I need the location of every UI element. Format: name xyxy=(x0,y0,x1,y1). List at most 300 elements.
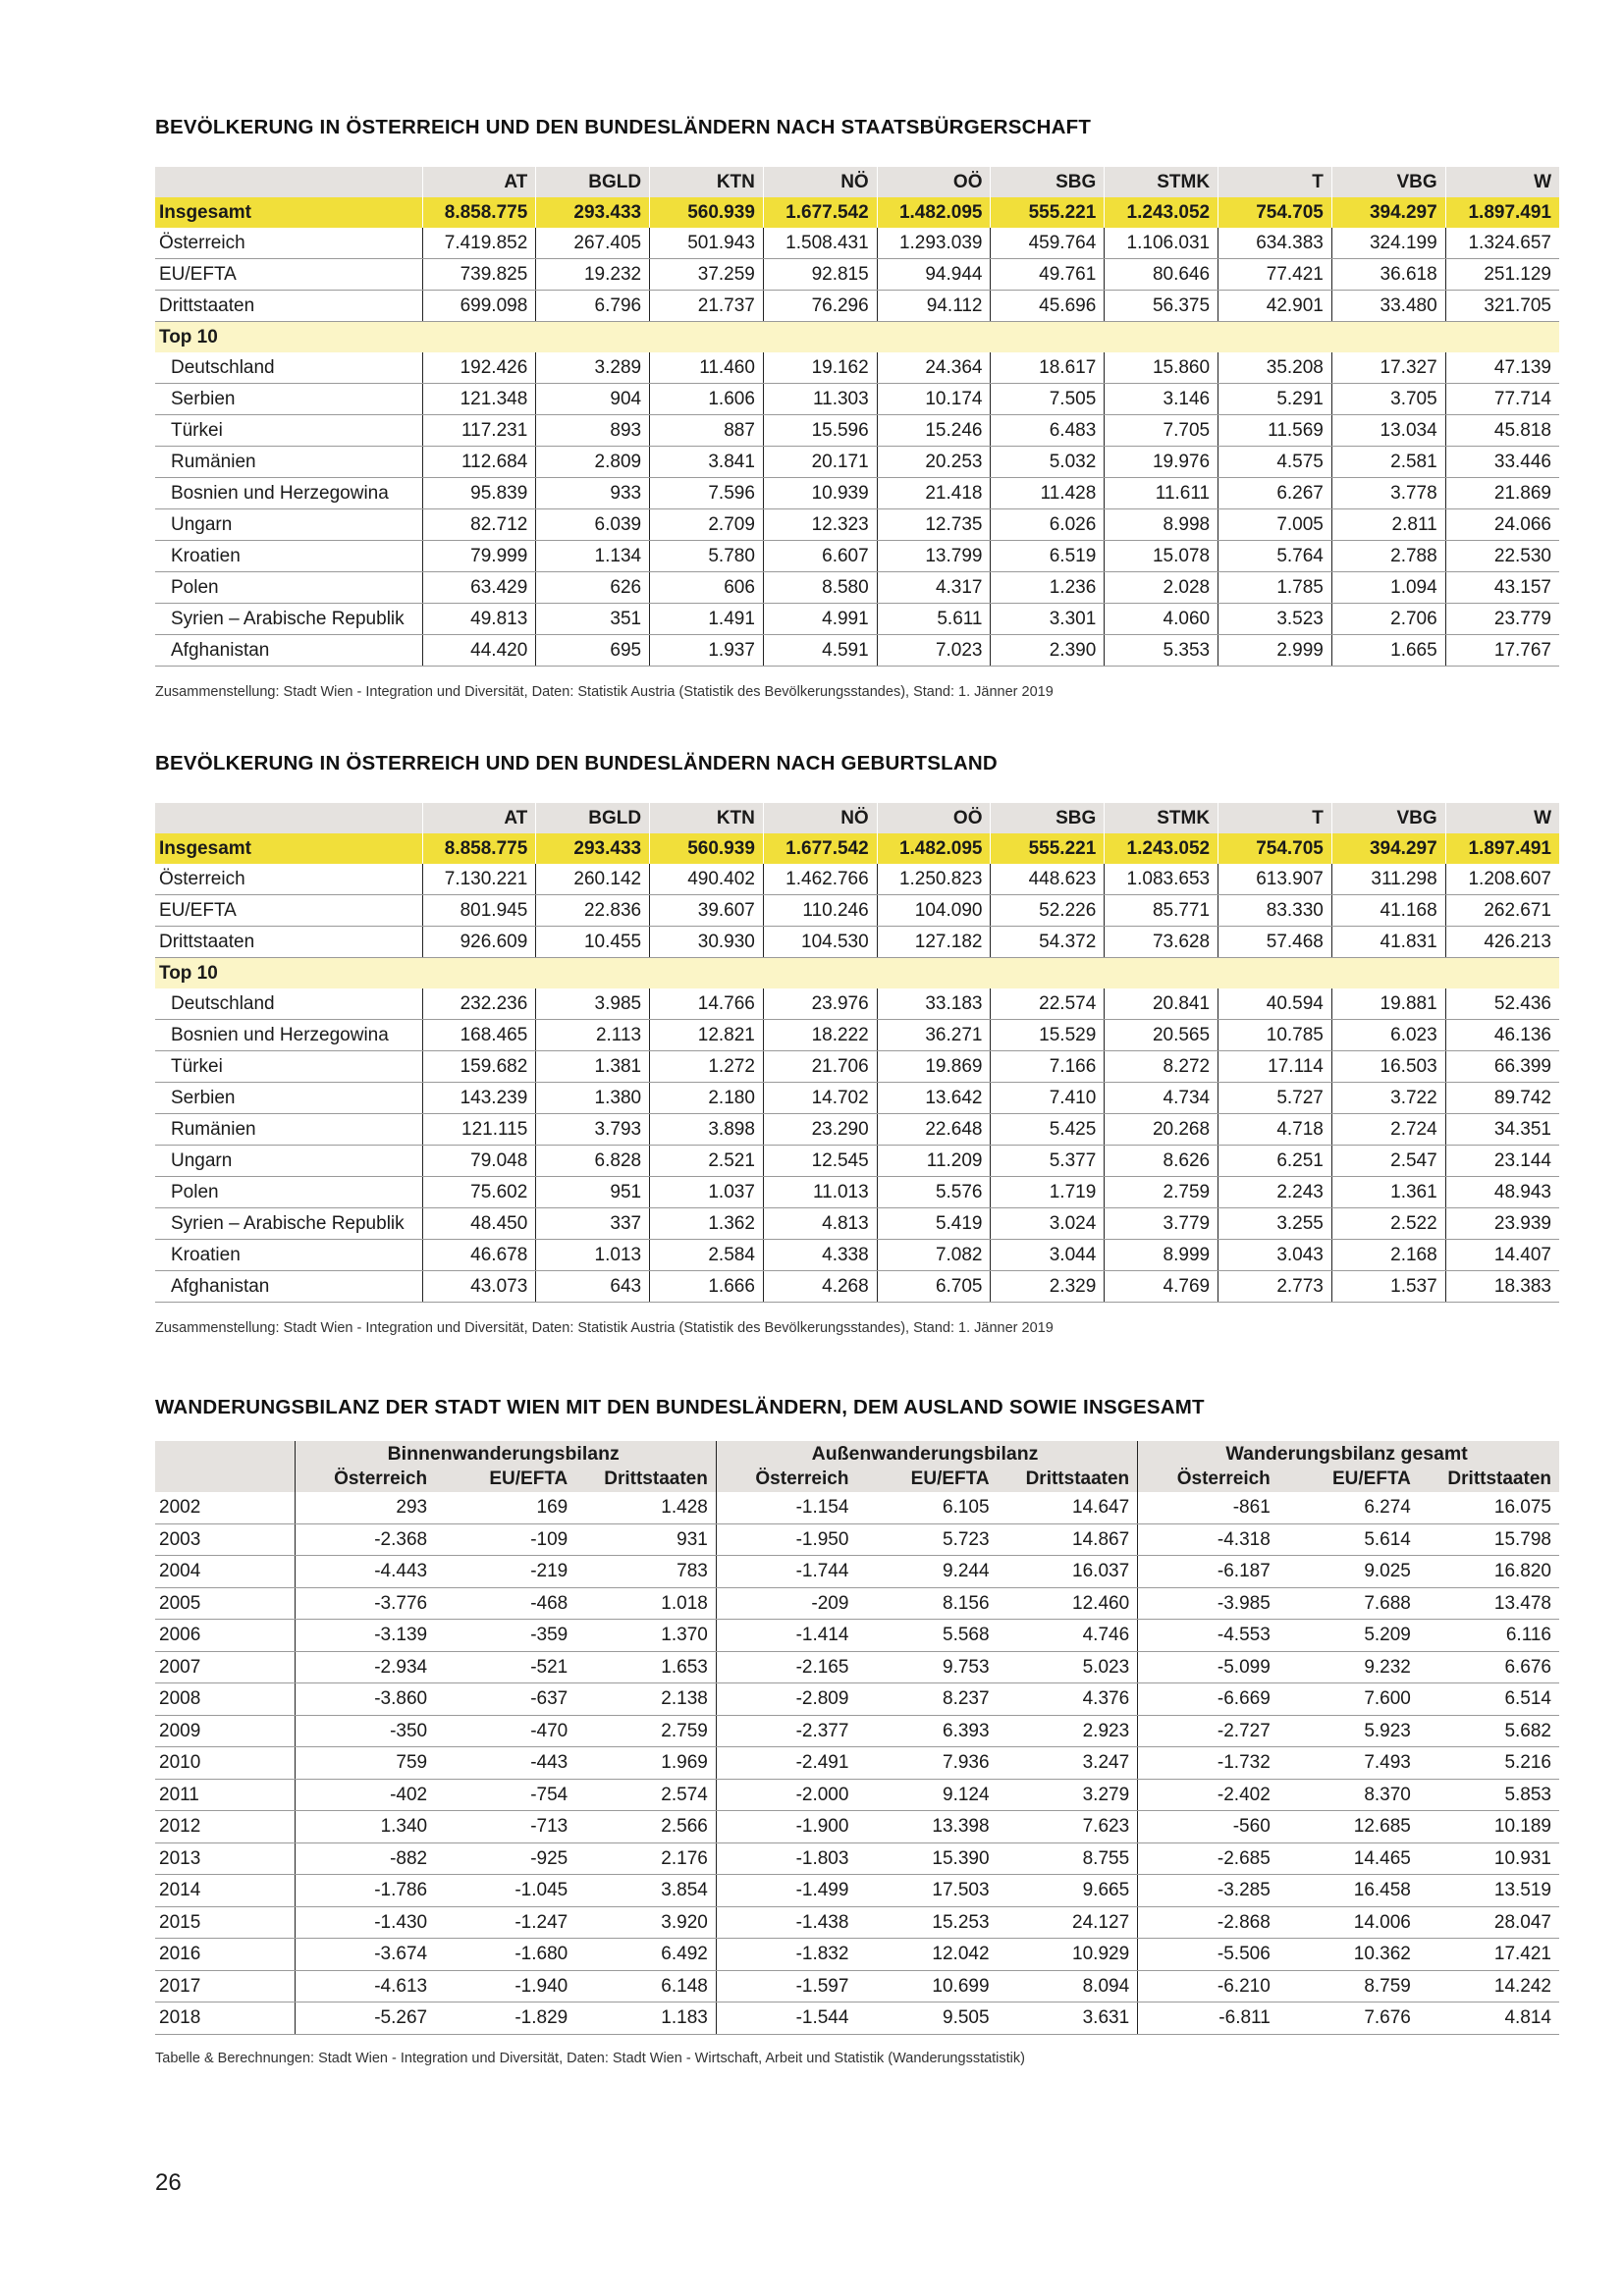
empty-cell xyxy=(877,322,991,353)
cell-value: 43.073 xyxy=(422,1271,536,1303)
cell-value: 127.182 xyxy=(877,927,991,958)
cell-value: 17.421 xyxy=(1419,1939,1559,1971)
total-row xyxy=(155,197,1559,228)
cell-value: 5.419 xyxy=(877,1208,991,1240)
cell-value: -3.985 xyxy=(1138,1587,1278,1620)
row-label: Drittstaaten xyxy=(155,291,422,322)
year-label: 2014 xyxy=(155,1875,295,1907)
cell-value: 2.581 xyxy=(1331,447,1445,478)
year-label: 2002 xyxy=(155,1492,295,1523)
cell-value: 33.446 xyxy=(1445,447,1559,478)
cell-value: -209 xyxy=(716,1587,856,1620)
cell-value: 13.034 xyxy=(1331,415,1445,447)
cell-value: 36.618 xyxy=(1331,259,1445,291)
cell-value: 12.685 xyxy=(1278,1811,1419,1843)
cell-value: 21.869 xyxy=(1445,478,1559,509)
country-label: Bosnien und Herzegowina xyxy=(155,478,422,509)
cell-value: 293.433 xyxy=(536,197,650,228)
cell-value: 77.714 xyxy=(1445,384,1559,415)
cell-value: -2.727 xyxy=(1138,1715,1278,1747)
cell-value: 1.340 xyxy=(295,1811,435,1843)
cell-value: -713 xyxy=(435,1811,575,1843)
cell-value: 11.303 xyxy=(763,384,877,415)
table-wanderungsbilanz xyxy=(155,1441,1559,2035)
top10-label: Top 10 xyxy=(155,958,422,989)
cell-value: 1.362 xyxy=(650,1208,764,1240)
cell-value: 1.381 xyxy=(536,1051,650,1083)
table-row xyxy=(155,1271,1559,1303)
table2-col-sbg: SBG xyxy=(991,803,1105,833)
empty-cell xyxy=(1445,322,1559,353)
cell-value: 11.013 xyxy=(763,1177,877,1208)
cell-value: 19.881 xyxy=(1331,988,1445,1020)
cell-value: 8.998 xyxy=(1105,509,1218,541)
cell-value: 8.755 xyxy=(998,1842,1138,1875)
cell-value: 14.465 xyxy=(1278,1842,1419,1875)
cell-value: 759 xyxy=(295,1747,435,1780)
cell-value: 5.764 xyxy=(1218,541,1332,572)
cell-value: 1.272 xyxy=(650,1051,764,1083)
cell-value: 3.920 xyxy=(575,1906,716,1939)
cell-value: -521 xyxy=(435,1651,575,1683)
cell-value: -1.045 xyxy=(435,1875,575,1907)
cell-value: 24.364 xyxy=(877,352,991,384)
table-row xyxy=(155,415,1559,447)
cell-value: 13.642 xyxy=(877,1083,991,1114)
cell-value: 2.138 xyxy=(575,1683,716,1716)
cell-value: 3.247 xyxy=(998,1747,1138,1780)
cell-value: 606 xyxy=(650,572,764,604)
cell-value: 1.106.031 xyxy=(1105,228,1218,259)
table-row xyxy=(155,447,1559,478)
cell-value: 14.242 xyxy=(1419,1970,1559,2002)
cell-value: -2.685 xyxy=(1138,1842,1278,1875)
cell-value: -2.868 xyxy=(1138,1906,1278,1939)
year-label: 2015 xyxy=(155,1906,295,1939)
table3-sub-euefta: EU/EFTA xyxy=(435,1467,575,1492)
cell-value: -443 xyxy=(435,1747,575,1780)
cell-value: 22.574 xyxy=(991,988,1105,1020)
table-row xyxy=(155,2002,1559,2035)
cell-value: 490.402 xyxy=(650,864,764,895)
cell-value: 3.778 xyxy=(1331,478,1445,509)
cell-value: -754 xyxy=(435,1779,575,1811)
cell-value: -2.377 xyxy=(716,1715,856,1747)
year-label: 2018 xyxy=(155,2002,295,2035)
cell-value: 80.646 xyxy=(1105,259,1218,291)
empty-cell xyxy=(991,322,1105,353)
cell-value: 3.705 xyxy=(1331,384,1445,415)
cell-value: 36.271 xyxy=(877,1020,991,1051)
cell-value: 1.491 xyxy=(650,604,764,635)
cell-value: 54.372 xyxy=(991,927,1105,958)
empty-cell xyxy=(1218,322,1332,353)
cell-value: 10.189 xyxy=(1419,1811,1559,1843)
cell-value: 2.521 xyxy=(650,1146,764,1177)
cell-value: 21.737 xyxy=(650,291,764,322)
cell-value: 94.944 xyxy=(877,259,991,291)
cell-value: 1.324.657 xyxy=(1445,228,1559,259)
cell-value: 7.688 xyxy=(1278,1587,1419,1620)
cell-value: 42.901 xyxy=(1218,291,1332,322)
cell-value: 33.183 xyxy=(877,988,991,1020)
table3-title: WANDERUNGSBILANZ DER STADT WIEN MIT DEN BUNDESLÄNDERN, DEM AUSLAND SOWIE INSGESAMT xyxy=(155,1396,1205,1418)
table-row xyxy=(155,1620,1559,1652)
cell-value: 6.023 xyxy=(1331,1020,1445,1051)
empty-cell xyxy=(536,958,650,989)
cell-value: 46.678 xyxy=(422,1240,536,1271)
cell-value: 1.361 xyxy=(1331,1177,1445,1208)
cell-value: 46.136 xyxy=(1445,1020,1559,1051)
cell-value: 933 xyxy=(536,478,650,509)
cell-value: 79.048 xyxy=(422,1146,536,1177)
cell-value: -359 xyxy=(435,1620,575,1652)
cell-value: 95.839 xyxy=(422,478,536,509)
country-label: Ungarn xyxy=(155,509,422,541)
cell-value: 904 xyxy=(536,384,650,415)
cell-value: -1.544 xyxy=(716,2002,856,2035)
country-label: Rumänien xyxy=(155,447,422,478)
cell-value: 1.018 xyxy=(575,1587,716,1620)
cell-value: 4.591 xyxy=(763,635,877,667)
cell-value: 43.157 xyxy=(1445,572,1559,604)
country-label: Ungarn xyxy=(155,1146,422,1177)
table-row xyxy=(155,1842,1559,1875)
cell-value: 6.607 xyxy=(763,541,877,572)
cell-value: 12.042 xyxy=(856,1939,997,1971)
table1-col-ktn: KTN xyxy=(650,167,764,197)
top10-label: Top 10 xyxy=(155,322,422,353)
cell-value: 5.727 xyxy=(1218,1083,1332,1114)
cell-value: 4.376 xyxy=(998,1683,1138,1716)
cell-value: 7.130.221 xyxy=(422,864,536,895)
cell-value: 4.991 xyxy=(763,604,877,635)
table1-source: Zusammenstellung: Stadt Wien - Integration und Diversität, Daten: Statistik Austria (Statistik des Bevölkerungsstandes), Stand: 1. Jänner 2019 xyxy=(155,684,1054,700)
cell-value: -3.776 xyxy=(295,1587,435,1620)
cell-value: 1.969 xyxy=(575,1747,716,1780)
cell-value: 8.858.775 xyxy=(422,197,536,228)
table3-group-row xyxy=(155,1441,1559,1467)
cell-value: 92.815 xyxy=(763,259,877,291)
cell-value: 15.253 xyxy=(856,1906,997,1939)
cell-value: 8.759 xyxy=(1278,1970,1419,2002)
cell-value: 695 xyxy=(536,635,650,667)
table-row xyxy=(155,541,1559,572)
cell-value: 3.255 xyxy=(1218,1208,1332,1240)
cell-value: -1.832 xyxy=(716,1939,856,1971)
cell-value: 34.351 xyxy=(1445,1114,1559,1146)
cell-value: 5.723 xyxy=(856,1523,997,1556)
table1-col-stmk: STMK xyxy=(1105,167,1218,197)
cell-value: 45.818 xyxy=(1445,415,1559,447)
country-label: Syrien – Arabische Republik xyxy=(155,1208,422,1240)
cell-value: 6.705 xyxy=(877,1271,991,1303)
cell-value: 10.174 xyxy=(877,384,991,415)
table-row xyxy=(155,352,1559,384)
table-staatsbuergerschaft xyxy=(155,167,1559,667)
cell-value: 6.393 xyxy=(856,1715,997,1747)
cell-value: 21.706 xyxy=(763,1051,877,1083)
cell-value: 3.779 xyxy=(1105,1208,1218,1240)
cell-value: 1.653 xyxy=(575,1651,716,1683)
cell-value: 2.809 xyxy=(536,447,650,478)
cell-value: 13.398 xyxy=(856,1811,997,1843)
cell-value: 14.006 xyxy=(1278,1906,1419,1939)
table2-col-ooe: OÖ xyxy=(877,803,991,833)
cell-value: 7.005 xyxy=(1218,509,1332,541)
cell-value: 20.253 xyxy=(877,447,991,478)
cell-value: 48.943 xyxy=(1445,1177,1559,1208)
empty-cell xyxy=(536,322,650,353)
cell-value: 168.465 xyxy=(422,1020,536,1051)
row-label: EU/EFTA xyxy=(155,895,422,927)
cell-value: 5.853 xyxy=(1419,1779,1559,1811)
cell-value: 4.746 xyxy=(998,1620,1138,1652)
cell-value: -6.210 xyxy=(1138,1970,1278,2002)
cell-value: 52.436 xyxy=(1445,988,1559,1020)
cell-value: -1.940 xyxy=(435,1970,575,2002)
cell-value: 85.771 xyxy=(1105,895,1218,927)
cell-value: 9.244 xyxy=(856,1556,997,1588)
cell-value: -4.318 xyxy=(1138,1523,1278,1556)
empty-cell xyxy=(877,958,991,989)
cell-value: 1.665 xyxy=(1331,635,1445,667)
cell-value: 1.482.095 xyxy=(877,833,991,864)
cell-value: -3.860 xyxy=(295,1683,435,1716)
cell-value: 3.631 xyxy=(998,2002,1138,2035)
cell-value: 2.999 xyxy=(1218,635,1332,667)
table-row xyxy=(155,509,1559,541)
cell-value: 754.705 xyxy=(1218,197,1332,228)
cell-value: 56.375 xyxy=(1105,291,1218,322)
cell-value: 44.420 xyxy=(422,635,536,667)
cell-value: 13.799 xyxy=(877,541,991,572)
table1-col-vbg: VBG xyxy=(1331,167,1445,197)
table2-body xyxy=(155,833,1559,1303)
cell-value: 15.596 xyxy=(763,415,877,447)
cell-value: -3.285 xyxy=(1138,1875,1278,1907)
cell-value: 18.617 xyxy=(991,352,1105,384)
cell-value: 3.301 xyxy=(991,604,1105,635)
empty-cell xyxy=(422,958,536,989)
cell-value: 2.243 xyxy=(1218,1177,1332,1208)
cell-value: 3.854 xyxy=(575,1875,716,1907)
cell-value: 2.709 xyxy=(650,509,764,541)
cell-value: 324.199 xyxy=(1331,228,1445,259)
cell-value: 6.492 xyxy=(575,1939,716,1971)
cell-value: 1.428 xyxy=(575,1492,716,1523)
cell-value: 1.785 xyxy=(1218,572,1332,604)
cell-value: 10.929 xyxy=(998,1939,1138,1971)
cell-value: -5.267 xyxy=(295,2002,435,2035)
cell-value: -1.499 xyxy=(716,1875,856,1907)
cell-value: 1.094 xyxy=(1331,572,1445,604)
cell-value: 4.317 xyxy=(877,572,991,604)
cell-value: 47.139 xyxy=(1445,352,1559,384)
cell-value: 169 xyxy=(435,1492,575,1523)
cell-value: -4.553 xyxy=(1138,1620,1278,1652)
cell-value: -1.247 xyxy=(435,1906,575,1939)
cell-value: 19.869 xyxy=(877,1051,991,1083)
cell-value: 112.684 xyxy=(422,447,536,478)
cell-value: -1.414 xyxy=(716,1620,856,1652)
cell-value: 11.460 xyxy=(650,352,764,384)
cell-value: 2.168 xyxy=(1331,1240,1445,1271)
cell-value: 8.999 xyxy=(1105,1240,1218,1271)
table2-source: Zusammenstellung: Stadt Wien - Integration und Diversität, Daten: Statistik Austria (Statistik des Bevölkerungsstandes), Stand: 1. Jänner 2019 xyxy=(155,1320,1054,1336)
cell-value: 6.796 xyxy=(536,291,650,322)
row-label: Insgesamt xyxy=(155,833,422,864)
year-label: 2008 xyxy=(155,1683,295,1716)
cell-value: -1.438 xyxy=(716,1906,856,1939)
cell-value: 117.231 xyxy=(422,415,536,447)
cell-value: 12.821 xyxy=(650,1020,764,1051)
table-row xyxy=(155,228,1559,259)
cell-value: 14.766 xyxy=(650,988,764,1020)
cell-value: 1.083.653 xyxy=(1105,864,1218,895)
table-row xyxy=(155,1556,1559,1588)
cell-value: -1.680 xyxy=(435,1939,575,1971)
table-row xyxy=(155,1240,1559,1271)
cell-value: -2.491 xyxy=(716,1747,856,1780)
cell-value: -6.811 xyxy=(1138,2002,1278,2035)
table-row xyxy=(155,988,1559,1020)
cell-value: -2.934 xyxy=(295,1651,435,1683)
year-label: 2010 xyxy=(155,1747,295,1780)
cell-value: -560 xyxy=(1138,1811,1278,1843)
cell-value: 23.779 xyxy=(1445,604,1559,635)
cell-value: 2.584 xyxy=(650,1240,764,1271)
page-number: 26 xyxy=(155,2169,182,2196)
table3-sub-euefta: EU/EFTA xyxy=(856,1467,997,1492)
row-label: Österreich xyxy=(155,864,422,895)
table-row xyxy=(155,1683,1559,1716)
cell-value: -1.786 xyxy=(295,1875,435,1907)
cell-value: 22.836 xyxy=(536,895,650,927)
cell-value: 9.753 xyxy=(856,1651,997,1683)
cell-value: 560.939 xyxy=(650,197,764,228)
cell-value: 2.759 xyxy=(1105,1177,1218,1208)
cell-value: 21.418 xyxy=(877,478,991,509)
cell-value: 5.780 xyxy=(650,541,764,572)
cell-value: 2.773 xyxy=(1218,1271,1332,1303)
cell-value: 3.841 xyxy=(650,447,764,478)
country-label: Afghanistan xyxy=(155,635,422,667)
cell-value: 48.450 xyxy=(422,1208,536,1240)
cell-value: 110.246 xyxy=(763,895,877,927)
empty-cell xyxy=(1105,322,1218,353)
cell-value: 1.037 xyxy=(650,1177,764,1208)
table1-col-bgld: BGLD xyxy=(536,167,650,197)
cell-value: 33.480 xyxy=(1331,291,1445,322)
cell-value: 1.208.607 xyxy=(1445,864,1559,895)
cell-value: 66.399 xyxy=(1445,1051,1559,1083)
cell-value: 337 xyxy=(536,1208,650,1240)
table-geburtsland xyxy=(155,803,1559,1303)
cell-value: 30.930 xyxy=(650,927,764,958)
cell-value: 643 xyxy=(536,1271,650,1303)
table1-col-noe: NÖ xyxy=(763,167,877,197)
cell-value: 501.943 xyxy=(650,228,764,259)
country-label: Kroatien xyxy=(155,1240,422,1271)
cell-value: 3.523 xyxy=(1218,604,1332,635)
cell-value: 2.574 xyxy=(575,1779,716,1811)
table2-col-vbg: VBG xyxy=(1331,803,1445,833)
cell-value: 448.623 xyxy=(991,864,1105,895)
cell-value: -1.744 xyxy=(716,1556,856,1588)
table3-sub-drittstaaten: Drittstaaten xyxy=(575,1467,716,1492)
cell-value: 24.127 xyxy=(998,1906,1138,1939)
cell-value: 3.985 xyxy=(536,988,650,1020)
cell-value: 2.759 xyxy=(575,1715,716,1747)
cell-value: 49.813 xyxy=(422,604,536,635)
cell-value: 57.468 xyxy=(1218,927,1332,958)
cell-value: 24.066 xyxy=(1445,509,1559,541)
cell-value: -3.674 xyxy=(295,1939,435,1971)
cell-value: 4.734 xyxy=(1105,1083,1218,1114)
cell-value: 613.907 xyxy=(1218,864,1332,895)
cell-value: 3.722 xyxy=(1331,1083,1445,1114)
year-label: 2017 xyxy=(155,1970,295,2002)
cell-value: 20.171 xyxy=(763,447,877,478)
cell-value: 783 xyxy=(575,1556,716,1588)
cell-value: 6.483 xyxy=(991,415,1105,447)
cell-value: 8.094 xyxy=(998,1970,1138,2002)
table3-body xyxy=(155,1492,1559,2034)
cell-value: 7.600 xyxy=(1278,1683,1419,1716)
cell-value: 2.566 xyxy=(575,1811,716,1843)
cell-value: 1.537 xyxy=(1331,1271,1445,1303)
cell-value: 41.831 xyxy=(1331,927,1445,958)
cell-value: 15.798 xyxy=(1419,1523,1559,1556)
row-label: Österreich xyxy=(155,228,422,259)
cell-value: 1.243.052 xyxy=(1105,197,1218,228)
cell-value: 23.939 xyxy=(1445,1208,1559,1240)
cell-value: 10.362 xyxy=(1278,1939,1419,1971)
cell-value: 6.514 xyxy=(1419,1683,1559,1716)
table-row xyxy=(155,1177,1559,1208)
table2-col-noe: NÖ xyxy=(763,803,877,833)
table-row xyxy=(155,1114,1559,1146)
cell-value: 7.166 xyxy=(991,1051,1105,1083)
row-label: Drittstaaten xyxy=(155,927,422,958)
cell-value: 1.250.823 xyxy=(877,864,991,895)
table3-corner xyxy=(155,1441,295,1492)
cell-value: 4.769 xyxy=(1105,1271,1218,1303)
country-label: Bosnien und Herzegowina xyxy=(155,1020,422,1051)
cell-value: 2.028 xyxy=(1105,572,1218,604)
year-label: 2009 xyxy=(155,1715,295,1747)
cell-value: -925 xyxy=(435,1842,575,1875)
country-label: Deutschland xyxy=(155,988,422,1020)
empty-cell xyxy=(1218,958,1332,989)
cell-value: 5.377 xyxy=(991,1146,1105,1177)
cell-value: 89.742 xyxy=(1445,1083,1559,1114)
cell-value: -1.597 xyxy=(716,1970,856,2002)
country-label: Rumänien xyxy=(155,1114,422,1146)
year-label: 2003 xyxy=(155,1523,295,1556)
table3-subheader-row xyxy=(155,1467,1559,1492)
cell-value: 9.232 xyxy=(1278,1651,1419,1683)
cell-value: 159.682 xyxy=(422,1051,536,1083)
cell-value: -1.803 xyxy=(716,1842,856,1875)
cell-value: 37.259 xyxy=(650,259,764,291)
table-row xyxy=(155,291,1559,322)
cell-value: 73.628 xyxy=(1105,927,1218,958)
empty-cell xyxy=(763,322,877,353)
cell-value: 8.580 xyxy=(763,572,877,604)
cell-value: 75.602 xyxy=(422,1177,536,1208)
